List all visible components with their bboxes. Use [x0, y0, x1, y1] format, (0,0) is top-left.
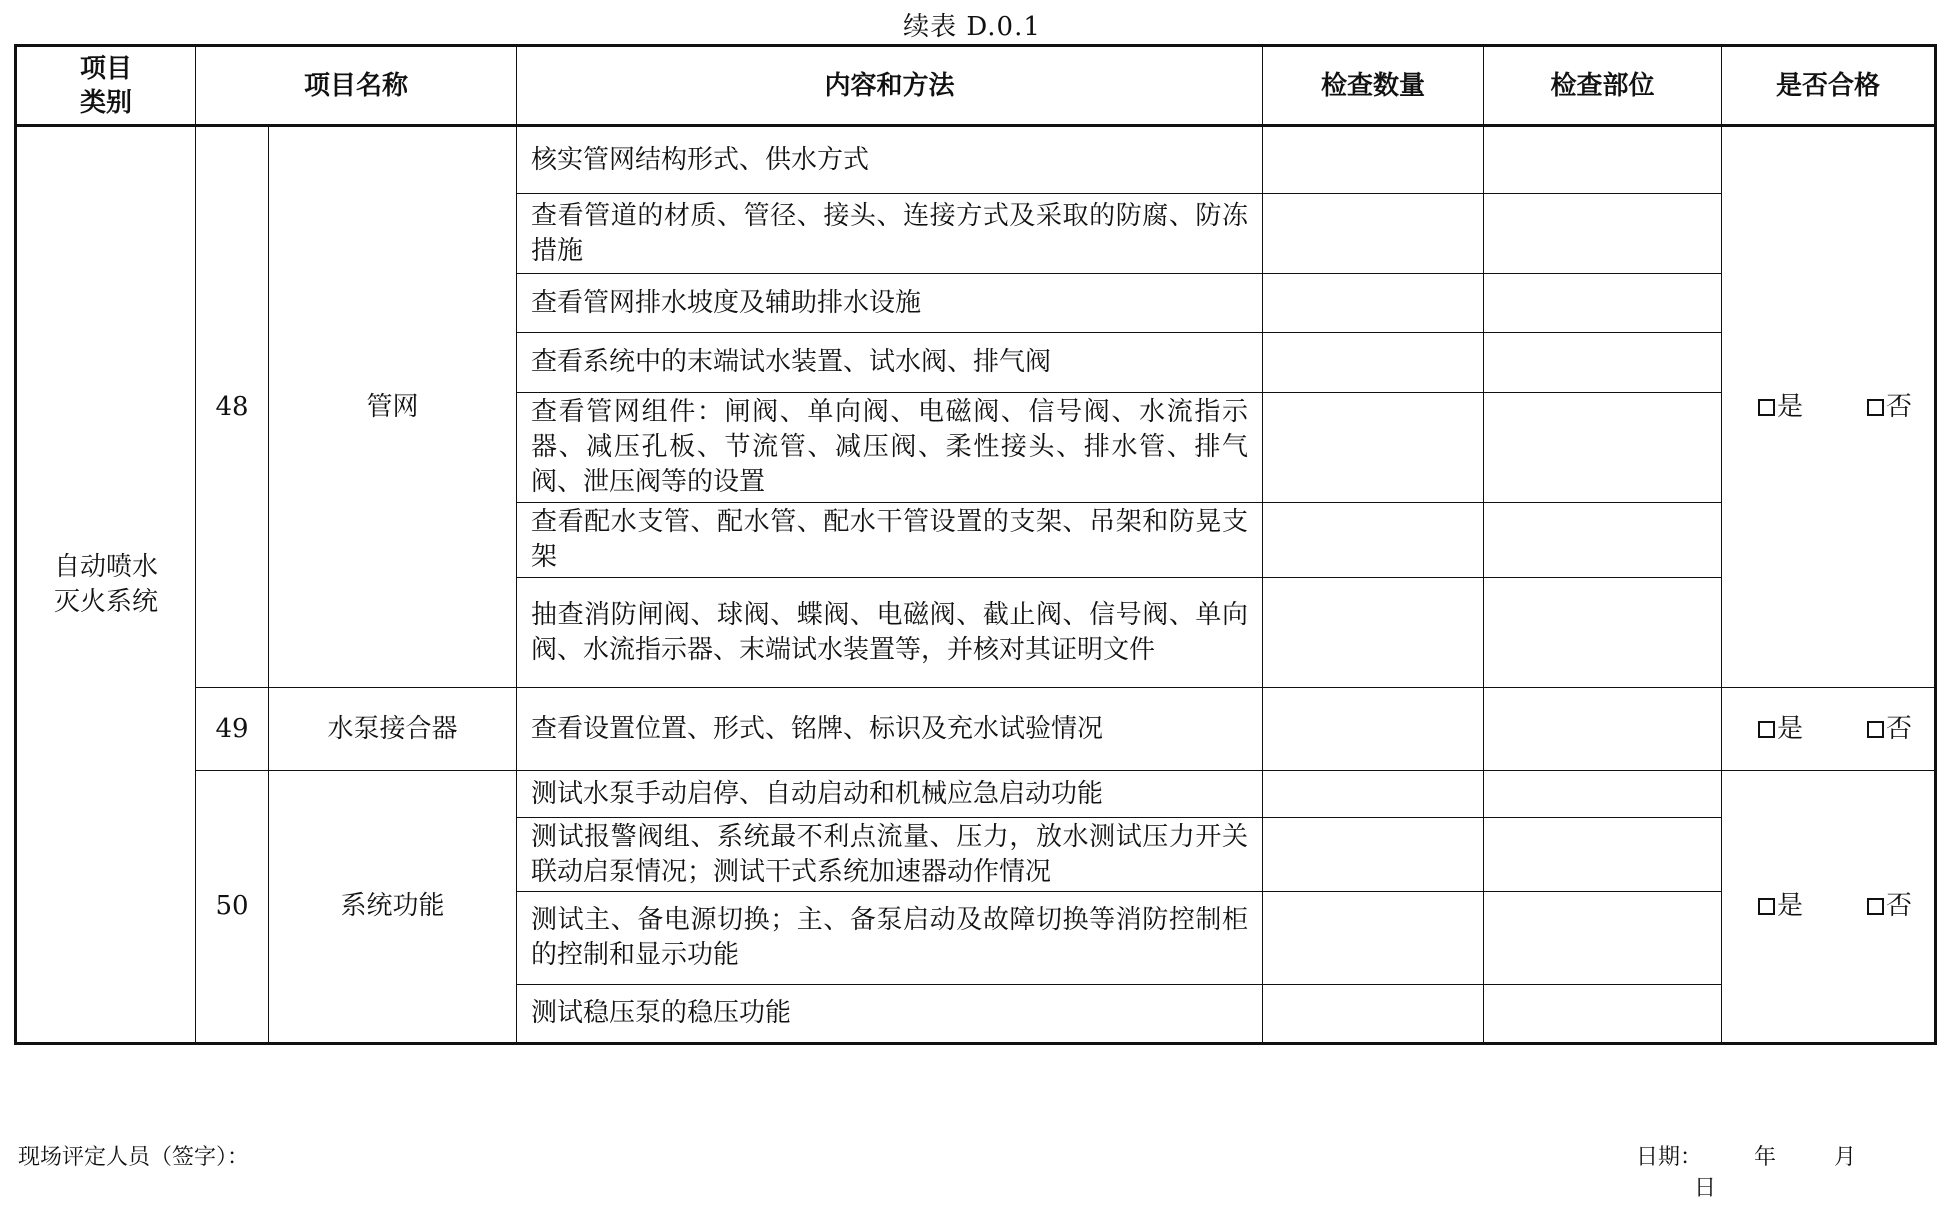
location-field[interactable]	[1484, 688, 1722, 771]
method-text: 测试稳压泵的稳压功能	[517, 985, 1263, 1044]
item-number: 50	[196, 771, 269, 1044]
method-text: 测试报警阀组、系统最不利点流量、压力，放水测试压力开关联动启泵情况；测试干式系统加速器动作情况	[517, 818, 1263, 892]
quantity-field[interactable]	[1263, 503, 1484, 578]
yes-checkbox[interactable]	[1758, 399, 1775, 416]
day-label: 日	[1694, 1176, 1717, 1201]
quantity-field[interactable]	[1263, 126, 1484, 194]
location-field[interactable]	[1484, 333, 1722, 393]
quantity-field[interactable]	[1263, 892, 1484, 985]
quantity-field[interactable]	[1263, 985, 1484, 1044]
inspection-table	[14, 44, 1937, 1045]
quantity-field[interactable]	[1263, 818, 1484, 892]
method-text: 抽查消防闸阀、球阀、蝶阀、电磁阀、截止阀、信号阀、单向阀、水流指示器、末端试水装置等，并核对其证明文件	[517, 578, 1263, 688]
method-text: 测试主、备电源切换；主、备泵启动及故障切换等消防控制柜的控制和显示功能	[517, 892, 1263, 985]
location-field[interactable]	[1484, 818, 1722, 892]
header-category: 项目 类别	[16, 46, 196, 126]
location-field[interactable]	[1484, 126, 1722, 194]
location-field[interactable]	[1484, 274, 1722, 333]
method-text: 查看系统中的末端试水装置、试水阀、排气阀	[517, 333, 1263, 393]
quantity-field[interactable]	[1263, 274, 1484, 333]
date-label: 日期：	[1636, 1145, 1703, 1170]
pass-cell: 是 否	[1722, 688, 1936, 771]
location-field[interactable]	[1484, 771, 1722, 818]
header-location: 检查部位	[1484, 46, 1722, 126]
signature-label: 现场评定人员（签字）：	[18, 1145, 250, 1170]
date-line	[1636, 1140, 1936, 1202]
header-pass: 是否合格	[1722, 46, 1936, 126]
item-number: 49	[196, 688, 269, 771]
method-text: 查看配水支管、配水管、配水干管设置的支架、吊架和防晃支架	[517, 503, 1263, 578]
header-row	[16, 46, 1936, 126]
method-text: 核实管网结构形式、供水方式	[517, 126, 1263, 194]
method-text: 查看设置位置、形式、铭牌、标识及充水试验情况	[517, 688, 1263, 771]
no-checkbox[interactable]	[1867, 721, 1884, 738]
method-text: 查看管网组件：闸阀、单向阀、电磁阀、信号阀、水流指示器、减压孔板、节流管、减压阀、柔性接头、排水管、排气阀、泄压阀等的设置	[517, 393, 1263, 503]
quantity-field[interactable]	[1263, 194, 1484, 274]
pass-cell: 是 否	[1722, 771, 1936, 1044]
location-field[interactable]	[1484, 892, 1722, 985]
quantity-field[interactable]	[1263, 578, 1484, 688]
yes-checkbox[interactable]	[1758, 898, 1775, 915]
category-cell: 自动喷水 灭火系统	[16, 126, 196, 1044]
month-label: 月	[1834, 1145, 1857, 1170]
item-name: 系统功能	[269, 771, 517, 1044]
method-text: 测试水泵手动启停、自动启动和机械应急启动功能	[517, 771, 1263, 818]
item-name: 水泵接合器	[269, 688, 517, 771]
location-field[interactable]	[1484, 194, 1722, 274]
header-method: 内容和方法	[517, 46, 1263, 126]
item-name: 管网	[269, 126, 517, 688]
page-title: 续表 D.0.1	[903, 12, 1041, 42]
location-field[interactable]	[1484, 393, 1722, 503]
pass-cell: 是 否	[1722, 126, 1936, 688]
header-quantity: 检查数量	[1263, 46, 1484, 126]
table-row	[16, 688, 1936, 771]
method-text: 查看管网排水坡度及辅助排水设施	[517, 274, 1263, 333]
location-field[interactable]	[1484, 503, 1722, 578]
location-field[interactable]	[1484, 985, 1722, 1044]
yes-checkbox[interactable]	[1758, 721, 1775, 738]
quantity-field[interactable]	[1263, 688, 1484, 771]
item-number: 48	[196, 126, 269, 688]
year-label: 年	[1754, 1145, 1777, 1170]
quantity-field[interactable]	[1263, 393, 1484, 503]
quantity-field[interactable]	[1263, 771, 1484, 818]
location-field[interactable]	[1484, 578, 1722, 688]
quantity-field[interactable]	[1263, 333, 1484, 393]
no-checkbox[interactable]	[1867, 898, 1884, 915]
header-name: 项目名称	[196, 46, 517, 126]
method-text: 查看管道的材质、管径、接头、连接方式及采取的防腐、防冻措施	[517, 194, 1263, 274]
table-row	[16, 771, 1936, 818]
no-checkbox[interactable]	[1867, 399, 1884, 416]
table-row	[16, 126, 1936, 194]
